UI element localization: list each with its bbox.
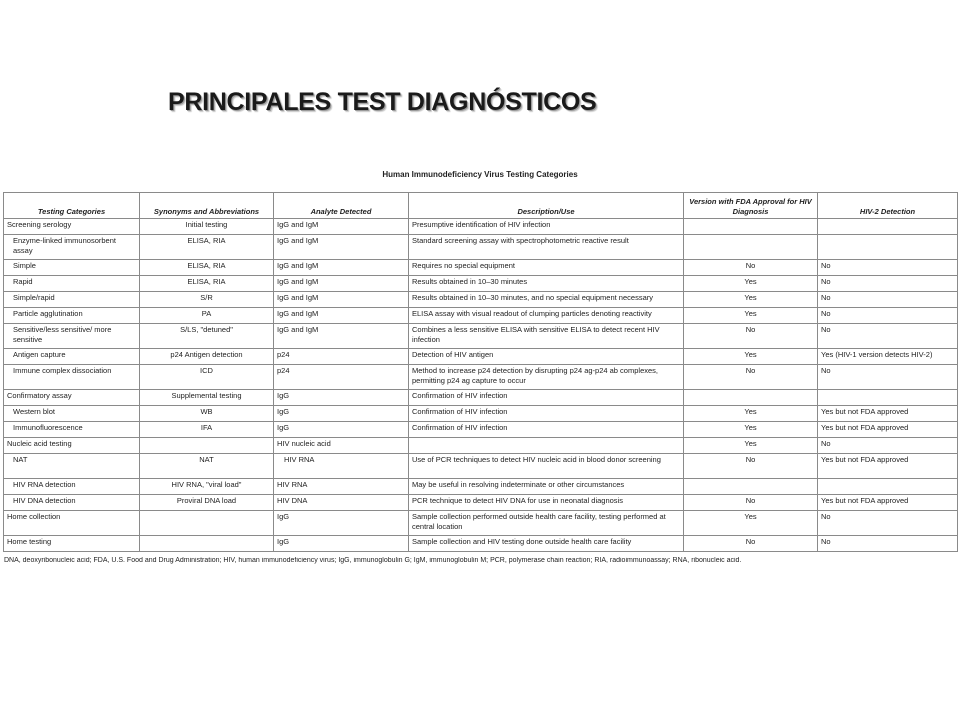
table-row [4,308,958,324]
table-header-row [4,193,958,219]
cell-hiv2: Yes but not FDA approved [818,406,958,422]
cell-fda: Yes [684,438,818,454]
cell-description: Detection of HIV antigen [409,349,684,365]
cell-category: Western blot [4,406,140,422]
cell-category: Screening serology [4,219,140,235]
cell-fda: Yes [684,292,818,308]
table-row [4,276,958,292]
cell-category: Home testing [4,536,140,552]
cell-category: Immunofluorescence [4,422,140,438]
cell-description: Confirmation of HIV infection [409,390,684,406]
cell-fda: No [684,365,818,390]
cell-synonyms: S/R [140,292,274,308]
header-testing-categories: Testing Categories [4,193,140,219]
cell-synonyms [140,536,274,552]
cell-description: Sample collection performed outside health care facility, testing performed at central location [409,511,684,536]
cell-fda [684,219,818,235]
table-row [4,365,958,390]
cell-category: Nucleic acid testing [4,438,140,454]
cell-hiv2: No [818,260,958,276]
cell-description: Standard screening assay with spectrophotometric reactive result [409,235,684,260]
cell-hiv2 [818,479,958,495]
cell-hiv2: No [818,438,958,454]
cell-synonyms: S/LS, "detuned" [140,324,274,349]
cell-fda [684,390,818,406]
table-row [4,324,958,349]
cell-category: HIV DNA detection [4,495,140,511]
cell-analyte: IgG and IgM [274,235,409,260]
slide-title: PRINCIPALES TEST DIAGNÓSTICOS [168,88,597,116]
cell-hiv2: No [818,324,958,349]
cell-description: Confirmation of HIV infection [409,422,684,438]
cell-fda: Yes [684,511,818,536]
table-row [4,536,958,552]
cell-analyte: IgG and IgM [274,219,409,235]
cell-synonyms: ICD [140,365,274,390]
cell-analyte: IgG and IgM [274,292,409,308]
cell-category: HIV RNA detection [4,479,140,495]
cell-analyte: IgG and IgM [274,260,409,276]
cell-hiv2: No [818,365,958,390]
cell-hiv2: No [818,308,958,324]
cell-analyte: HIV RNA [274,454,409,479]
cell-category: Rapid [4,276,140,292]
table-row [4,406,958,422]
cell-description: PCR technique to detect HIV DNA for use in neonatal diagnosis [409,495,684,511]
cell-category: Sensitive/less sensitive/ more sensitive [4,324,140,349]
cell-analyte: IgG and IgM [274,276,409,292]
cell-synonyms: HIV RNA, "viral load" [140,479,274,495]
cell-category: Antigen capture [4,349,140,365]
cell-analyte: HIV nucleic acid [274,438,409,454]
cell-fda: No [684,324,818,349]
cell-hiv2 [818,390,958,406]
cell-synonyms [140,438,274,454]
cell-description: May be useful in resolving indeterminate or other circumstances [409,479,684,495]
hiv-testing-table [3,192,958,552]
table-row [4,390,958,406]
cell-hiv2: Yes but not FDA approved [818,454,958,479]
table-row [4,422,958,438]
table-row [4,235,958,260]
cell-description: Method to increase p24 detection by disrupting p24 ag-p24 ab complexes, permitting p24 ag capture to occur [409,365,684,390]
cell-synonyms: Proviral DNA load [140,495,274,511]
cell-synonyms: NAT [140,454,274,479]
cell-fda: Yes [684,276,818,292]
cell-description: Combines a less sensitive ELISA with sensitive ELISA to detect recent HIV infection [409,324,684,349]
cell-category: Simple/rapid [4,292,140,308]
cell-fda: Yes [684,308,818,324]
cell-fda: No [684,495,818,511]
cell-analyte: IgG [274,390,409,406]
cell-hiv2: No [818,292,958,308]
cell-analyte: IgG and IgM [274,324,409,349]
cell-synonyms [140,511,274,536]
header-synonyms: Synonyms and Abbreviations [140,193,274,219]
header-hiv2-detection: HIV-2 Detection [818,193,958,219]
header-description: Description/Use [409,193,684,219]
cell-hiv2 [818,235,958,260]
cell-analyte: HIV RNA [274,479,409,495]
cell-hiv2: Yes but not FDA approved [818,422,958,438]
cell-analyte: IgG [274,406,409,422]
table-row [4,260,958,276]
cell-description: Confirmation of HIV infection [409,406,684,422]
cell-analyte: p24 [274,365,409,390]
cell-analyte: IgG [274,422,409,438]
cell-hiv2: No [818,536,958,552]
header-analyte: Analyte Detected [274,193,409,219]
table-row [4,438,958,454]
table-row [4,495,958,511]
cell-fda [684,235,818,260]
cell-analyte: HIV DNA [274,495,409,511]
cell-category: Confirmatory assay [4,390,140,406]
cell-category: Enzyme-linked immunosorbent assay [4,235,140,260]
cell-fda: No [684,536,818,552]
table-row [4,479,958,495]
cell-description: Presumptive identification of HIV infection [409,219,684,235]
table-row [4,349,958,365]
cell-category: Particle agglutination [4,308,140,324]
cell-hiv2: Yes (HIV-1 version detects HIV-2) [818,349,958,365]
cell-fda: No [684,260,818,276]
table-footnote: DNA, deoxyribonucleic acid; FDA, U.S. Food and Drug Administration; HIV, human immunodeficiency virus; IgG, immunoglobulin G; IgM, immunoglobulin M; PCR, polymerase chain reaction; RIA, radioimmunoassay; RNA, ribonucleic acid. [4,557,742,564]
cell-hiv2 [818,219,958,235]
cell-category: Immune complex dissociation [4,365,140,390]
cell-description [409,438,684,454]
cell-hiv2: Yes but not FDA approved [818,495,958,511]
cell-synonyms: Initial testing [140,219,274,235]
cell-synonyms: Supplemental testing [140,390,274,406]
cell-description: Use of PCR techniques to detect HIV nucleic acid in blood donor screening [409,454,684,479]
table-row [4,292,958,308]
cell-fda: Yes [684,406,818,422]
cell-hiv2: No [818,511,958,536]
cell-analyte: IgG and IgM [274,308,409,324]
table-caption: Human Immunodeficiency Virus Testing Categories [382,170,578,179]
cell-fda: No [684,454,818,479]
cell-analyte: p24 [274,349,409,365]
cell-category: Home collection [4,511,140,536]
cell-synonyms: ELISA, RIA [140,235,274,260]
cell-description: ELISA assay with visual readout of clumping particles denoting reactivity [409,308,684,324]
cell-description: Results obtained in 10–30 minutes, and no special equipment necessary [409,292,684,308]
cell-description: Results obtained in 10–30 minutes [409,276,684,292]
header-fda-approval: Version with FDA Approval for HIV Diagnosis [684,193,818,219]
table-row [4,511,958,536]
cell-description: Sample collection and HIV testing done outside health care facility [409,536,684,552]
cell-analyte: IgG [274,511,409,536]
cell-synonyms: IFA [140,422,274,438]
cell-fda: Yes [684,349,818,365]
cell-category: Simple [4,260,140,276]
cell-analyte: IgG [274,536,409,552]
cell-synonyms: PA [140,308,274,324]
cell-synonyms: ELISA, RIA [140,260,274,276]
table-row [4,454,958,479]
cell-synonyms: p24 Antigen detection [140,349,274,365]
table-row [4,219,958,235]
cell-synonyms: WB [140,406,274,422]
cell-synonyms: ELISA, RIA [140,276,274,292]
cell-description: Requires no special equipment [409,260,684,276]
cell-fda [684,479,818,495]
cell-category: NAT [4,454,140,479]
cell-hiv2: No [818,276,958,292]
cell-fda: Yes [684,422,818,438]
